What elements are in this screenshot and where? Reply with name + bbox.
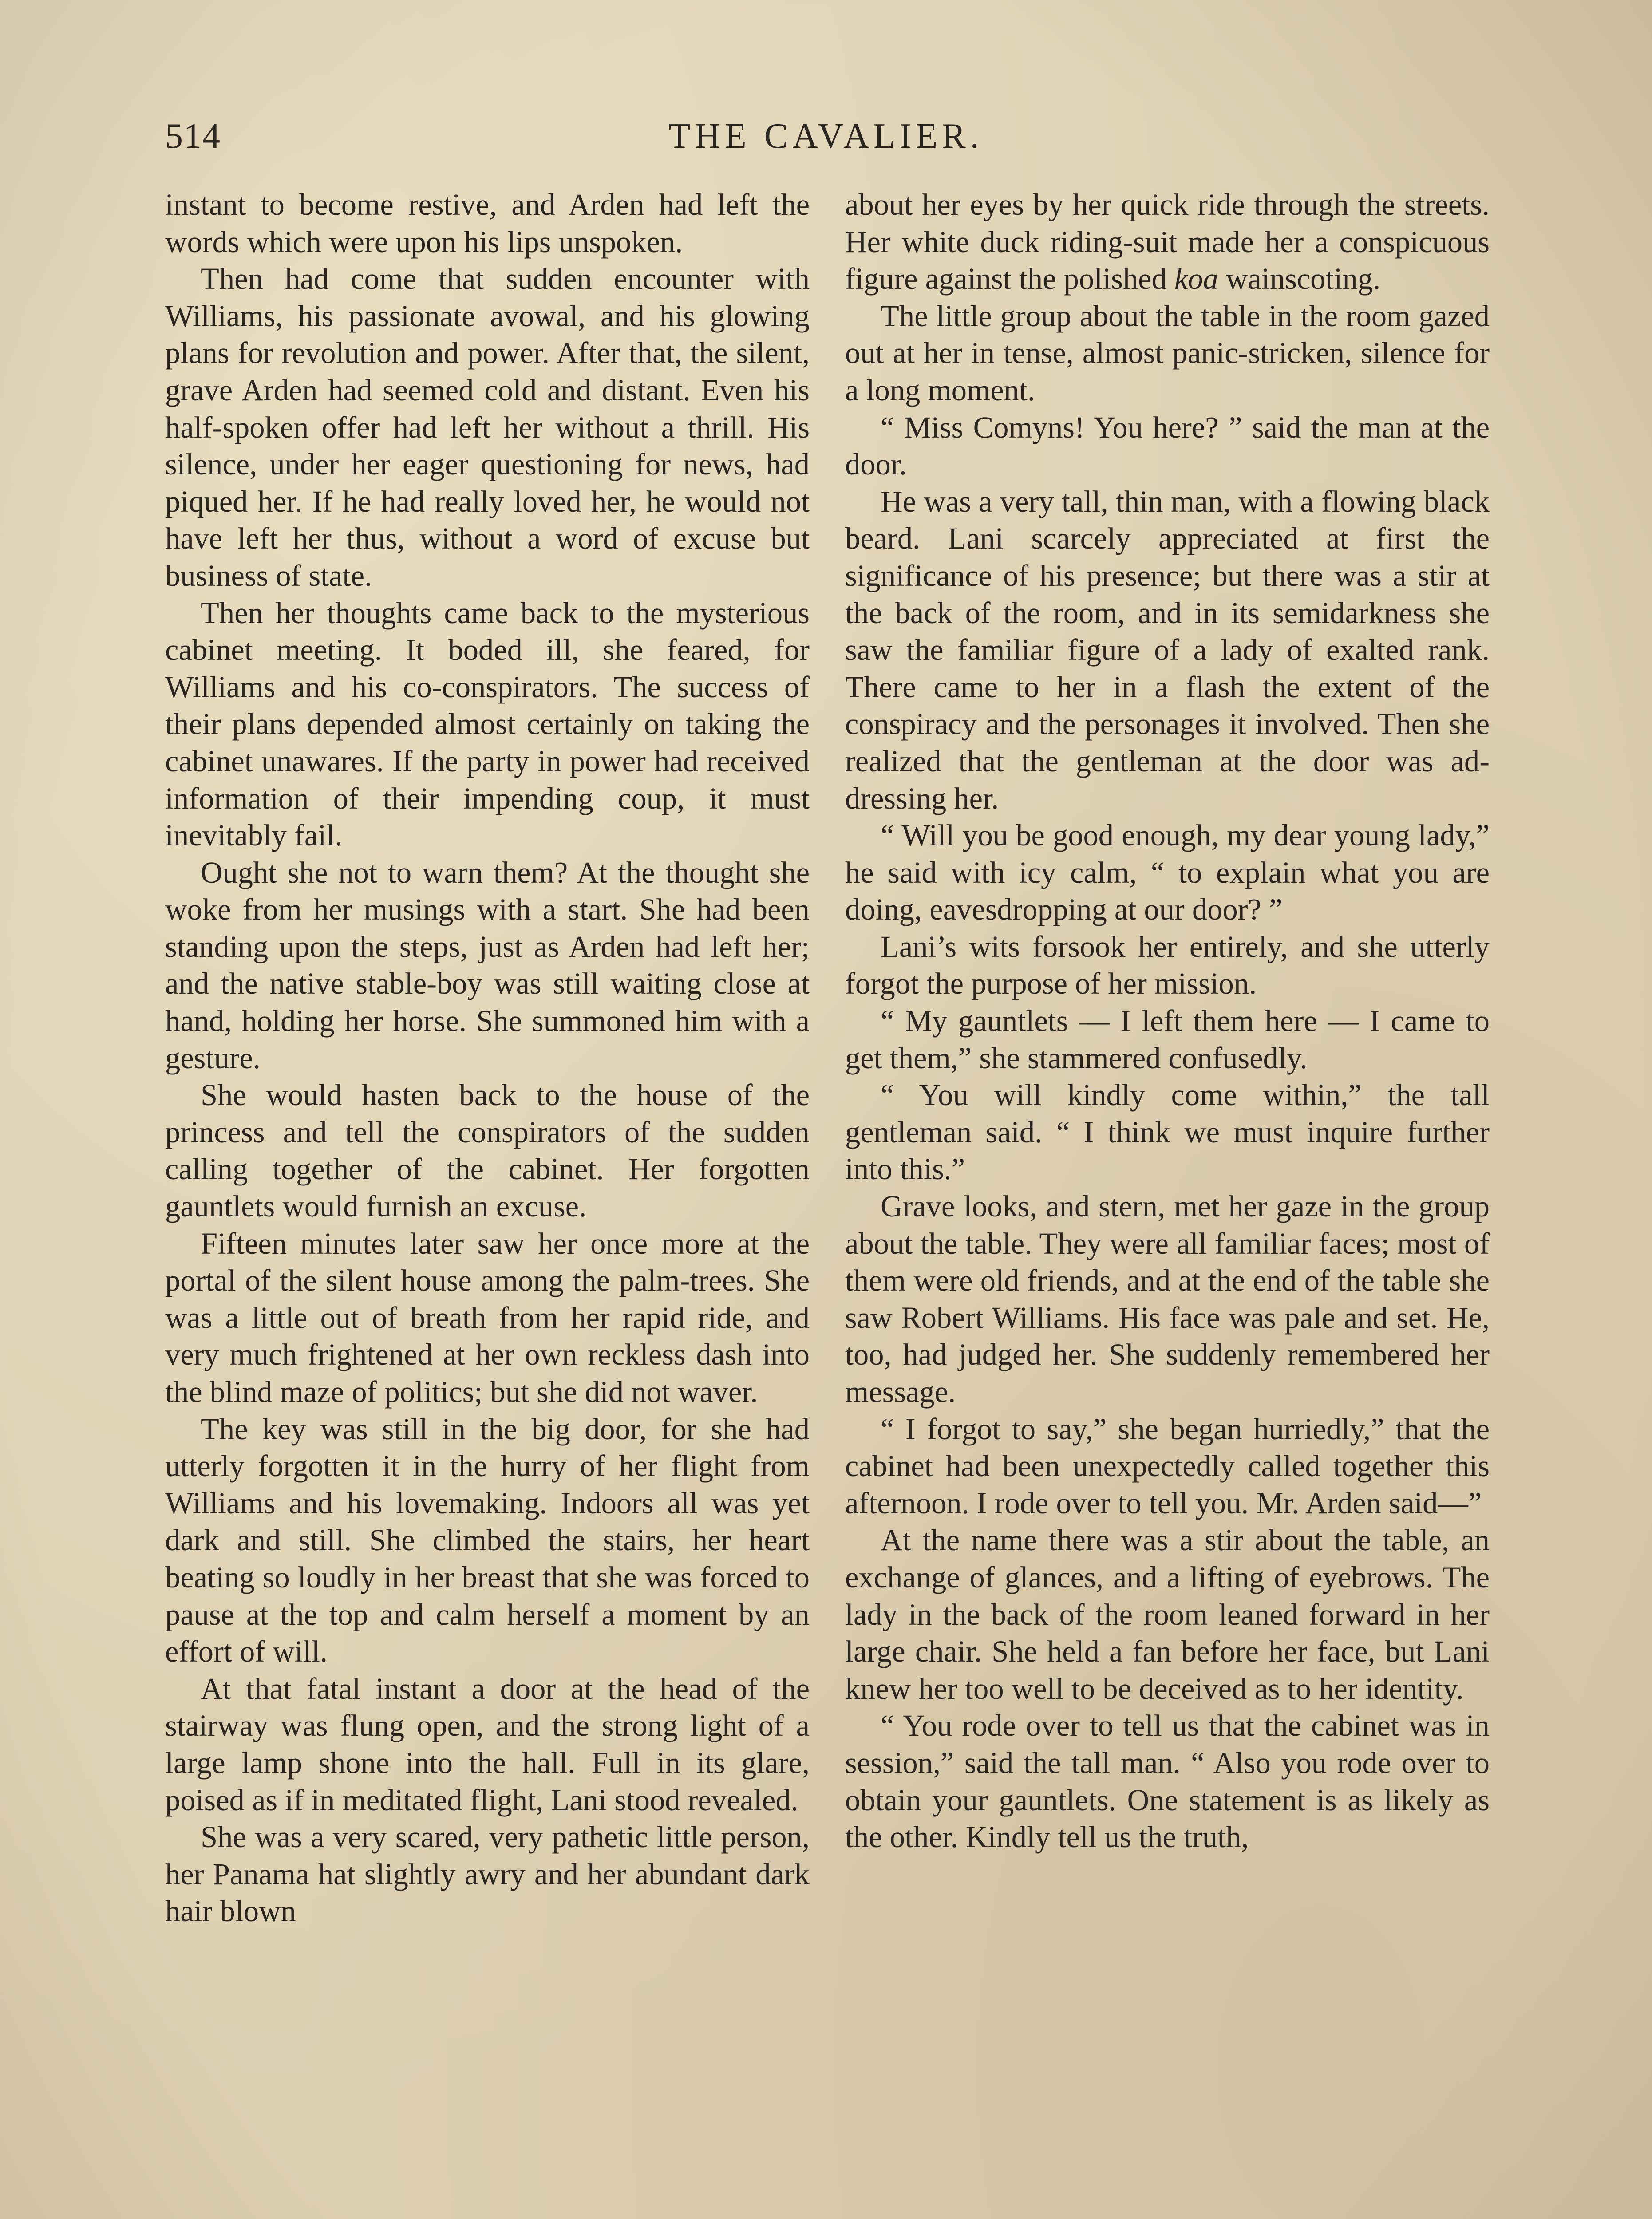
page-header <box>165 112 1487 165</box>
paragraph: Then had come that sudden encounter with Williams, his passionate avowal, and his glowing plans for revolution and power. After that, the silent, grave Arden had seemed cold and distant. Even his half-spoken offer had left her without a thrill. His silence, under her eager questioning for news, had piqued her. If he had really loved her, he would not have left her thus, without a word of excuse but business of state. <box>165 262 810 592</box>
paragraph: She would hasten back to the house of the princess and tell the conspirators of the sudden calling together of the cabinet. Her forgotten gauntlets would furnish an excuse. <box>165 1078 810 1224</box>
paragraph: At that fatal instant a door at the head of the stairway was flung open, and the strong light of a large lamp shone into the hall. Full in its glare, poised as if in meditated flight, Lani stood revealed. <box>165 1671 810 1817</box>
right-column <box>845 186 1490 1856</box>
paragraph: Ought she not to warn them? At the thought she woke from her musings with a start. She had been standing upon the steps, just as Arden had left her; and the native stable-boy was still waiting close at hand, holding her horse. She summoned him with a gesture. <box>165 855 810 1075</box>
paragraph: At the name there was a stir about the table, an exchange of glances, and a lifting of eyebrows. The lady in the back of the room leaned forward in her large chair. She held a fan before her face, but Lani knew her too well to be deceived as to her identity. <box>845 1523 1490 1706</box>
paragraph: “ I forgot to say,” she began hurriedly,” that the cabinet had been unexpectedly called together this afternoon. I rode over to tell you. Mr. Arden said—” <box>845 1412 1490 1520</box>
paragraph: “ My gauntlets — I left them here — I came to get them,” she stammered confusedly. <box>845 1004 1490 1075</box>
magazine-page <box>165 112 1490 2219</box>
running-title: THE CAVALIER. <box>668 117 984 156</box>
paragraph: Then her thoughts came back to the mysterious cabinet meeting. It boded ill, she feared, for Williams and his co-conspirators. The success of their plans depended almost certainly on taking the cabinet unawares. If the party in power had received information of their impending coup, it must inevitably fail. <box>165 596 810 853</box>
paragraph: The key was still in the big door, for she had utterly forgotten it in the hurry of her flight from Williams and his lovemaking. Indoors all was yet dark and still. She climbed the stairs, her heart beating so loudly in her breast that she was forced to pause at the top and calm herself a moment by an effort of will. <box>165 1412 810 1669</box>
paragraph: instant to become restive, and Arden had left the words which were upon his lips unspoken. <box>165 188 810 259</box>
paragraph: He was a very tall, thin man, with a flowing black beard. Lani scarcely appreciated at first the significance of his presence; but there was a stir at the back of the room, and in its semidarkness she saw the familiar figure of a lady of exalted rank. There came to her in a flash the extent of the conspiracy and the personages it involved. Then she realized that the gentleman at the door was addressing her. <box>845 484 1490 815</box>
paragraph: Fifteen minutes later saw her once more at the portal of the silent house among the palm-trees. She was a little out of breath from her rapid ride, and very much frightened at her own reckless dash into the blind maze of politics; but she did not waver. <box>165 1226 810 1409</box>
left-column <box>165 186 810 1930</box>
paragraph-text: about her eyes by her quick ride through the streets. Her white duck riding-suit made her a conspicuous figure against the polished <box>845 188 1490 296</box>
paragraph-text: wainscoting. <box>1218 262 1381 296</box>
paragraph: “ Will you be good enough, my dear young lady,” he said with icy calm, “ to explain what you are doing, eavesdropping at our door? ” <box>845 818 1490 927</box>
page-number: 514 <box>165 117 221 156</box>
paragraph: “ You rode over to tell us that the cabinet was in session,” said the tall man. “ Also you rode over to obtain your gauntlets. One statement is as likely as the other. Kindly tell us the truth, <box>845 1709 1490 1854</box>
paragraph: Lani’s wits forsook her entirely, and she utterly forgot the purpose of her mission. <box>845 929 1490 1001</box>
paragraph <box>845 186 1490 298</box>
paragraph: Grave looks, and stern, met her gaze in the group about the table. They were all familiar faces; most of them were old friends, and at the end of the table she saw Robert Williams. His face was pale and set. He, too, had judged her. She suddenly remembered her message. <box>845 1189 1490 1409</box>
paragraph: “ Miss Comyns! You here? ” said the man at the door. <box>845 410 1490 482</box>
paragraph: She was a very scared, very pathetic little person, her Panama hat slightly awry and her abundant dark hair blown <box>165 1820 810 1928</box>
paragraph: The little group about the table in the room gazed out at her in tense, almost panic-stricken, silence for a long moment. <box>845 299 1490 407</box>
italic-word: koa <box>1174 262 1218 296</box>
paragraph: “ You will kindly come within,” the tall gentleman said. “ I think we must inquire further into this.” <box>845 1078 1490 1186</box>
